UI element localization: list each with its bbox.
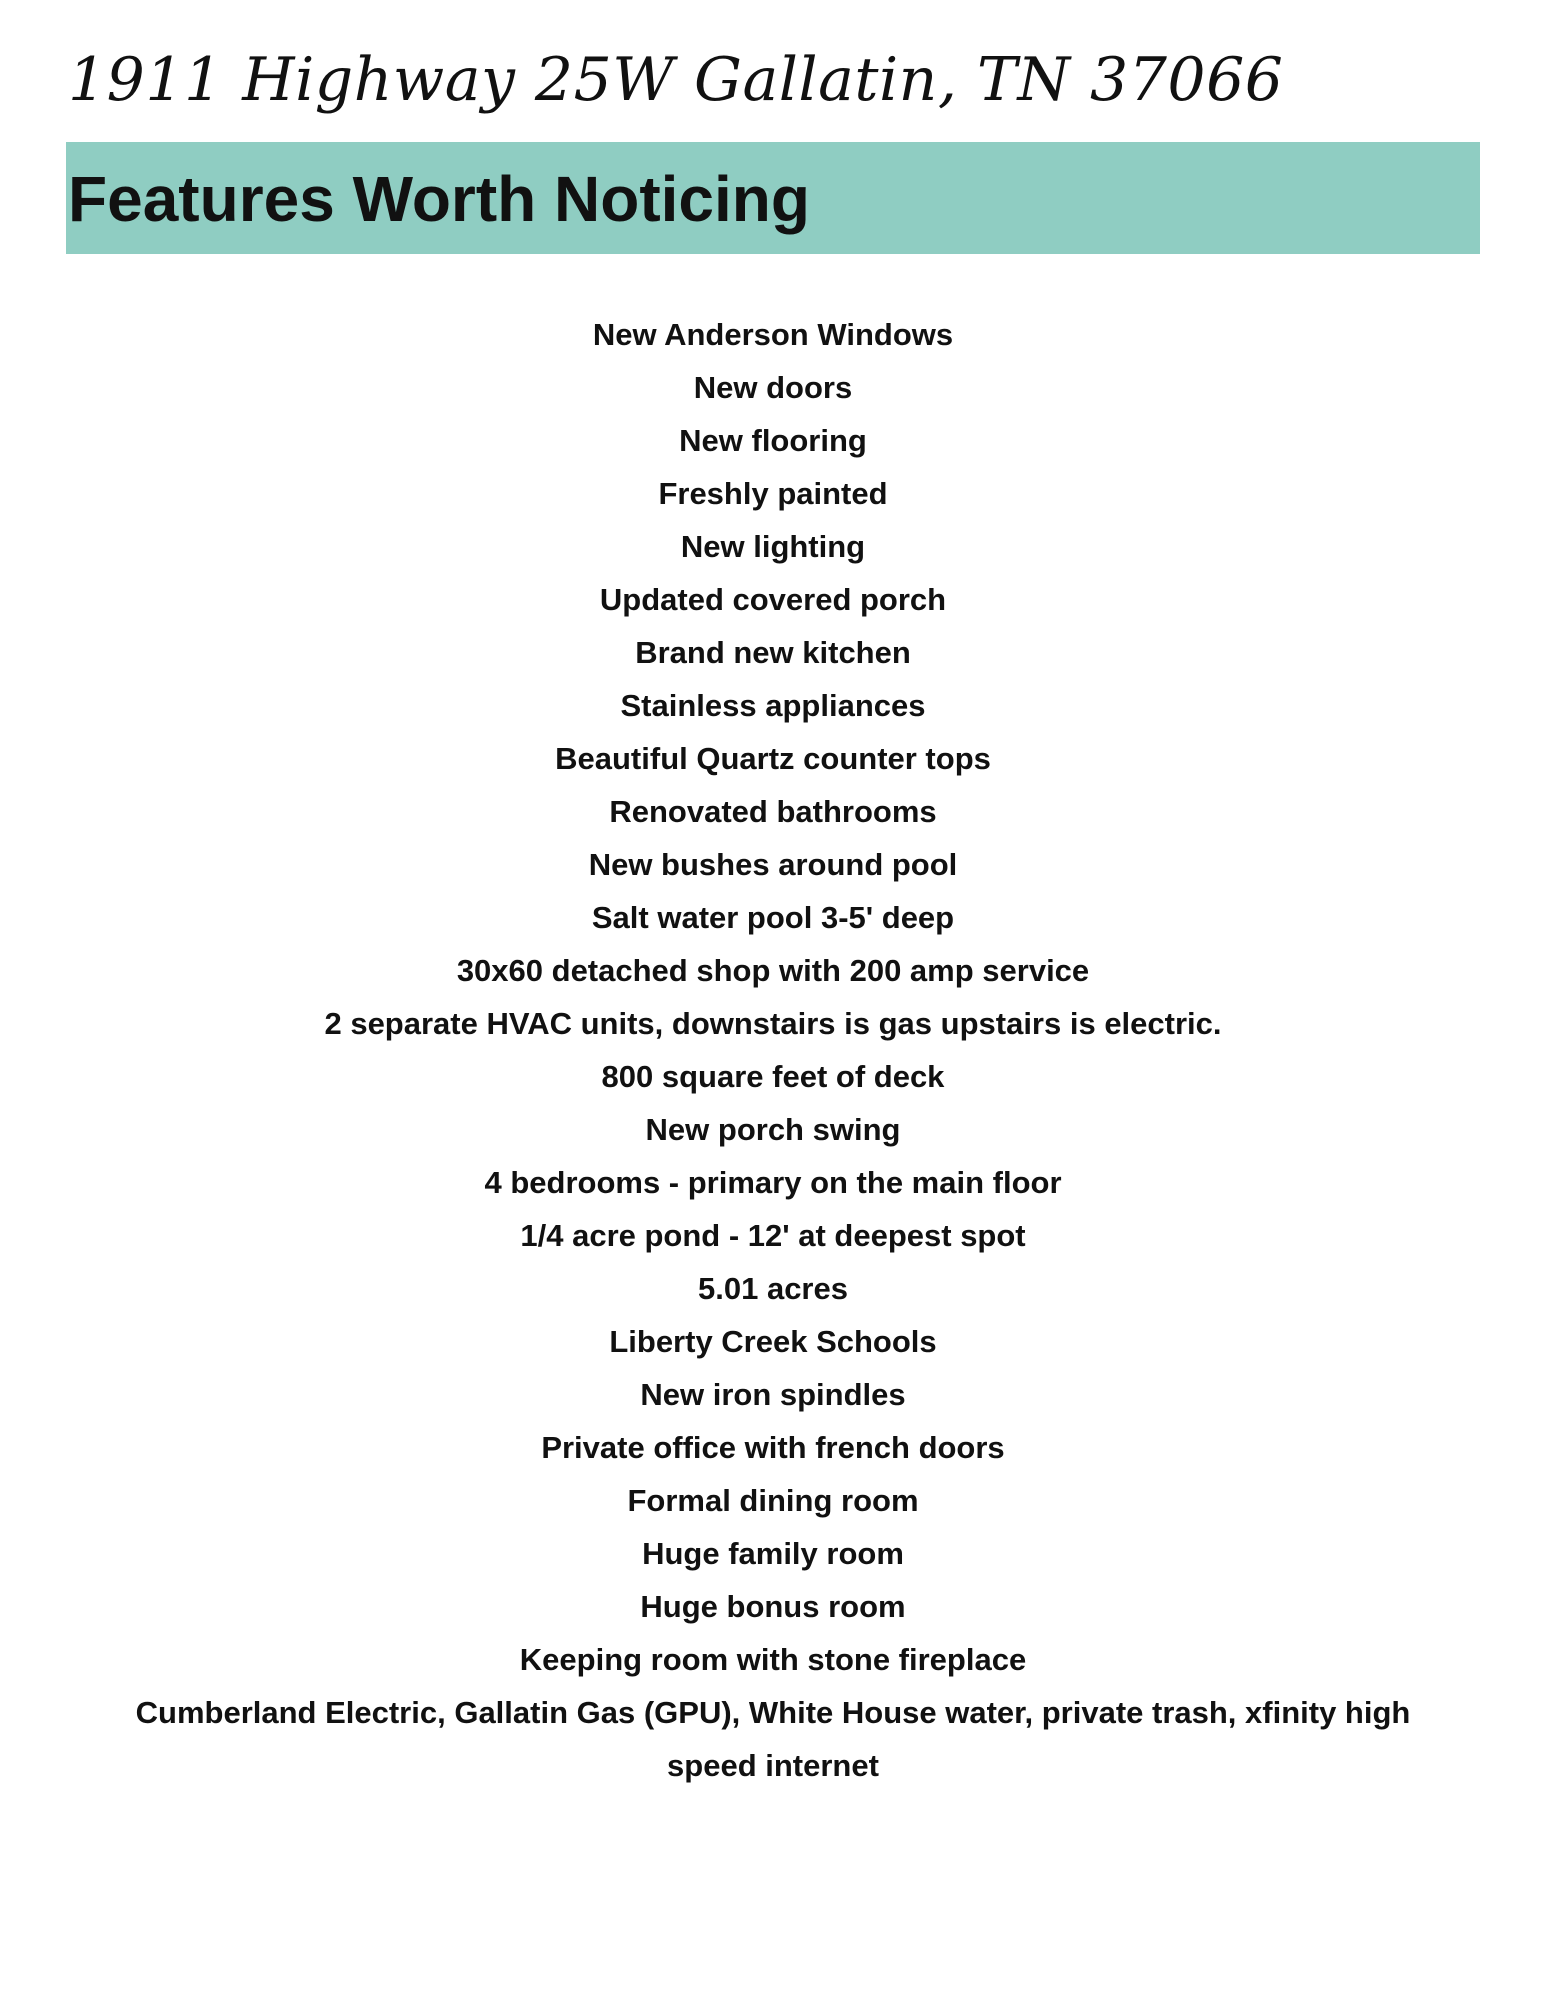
feature-item: 2 separate HVAC units, downstairs is gas upstairs is electric. [324, 1006, 1222, 1041]
feature-item: New porch swing [645, 1112, 901, 1147]
feature-item: Private office with french doors [541, 1430, 1005, 1465]
feature-item: New iron spindles [640, 1377, 906, 1412]
feature-item: Salt water pool 3-5' deep [591, 900, 955, 935]
feature-item: 30x60 detached shop with 200 amp service [456, 953, 1090, 988]
feature-item: Keeping room with stone fireplace [519, 1642, 1027, 1677]
feature-item: Freshly painted [658, 476, 888, 511]
feature-item: Renovated bathrooms [609, 794, 937, 829]
feature-item: New doors [693, 370, 853, 405]
feature-item: 1/4 acre pond - 12' at deepest spot [520, 1218, 1026, 1253]
feature-item: 4 bedrooms - primary on the main floor [484, 1165, 1062, 1200]
feature-item: Updated covered porch [599, 582, 947, 617]
feature-item: New Anderson Windows [592, 317, 954, 352]
feature-item: Huge bonus room [640, 1589, 906, 1624]
feature-item: 5.01 acres [698, 1271, 848, 1306]
feature-item: Cumberland Electric, Gallatin Gas (GPU), White House water, private trash, xfinity high speed internet [135, 1695, 1411, 1783]
feature-item: Beautiful Quartz counter tops [555, 741, 991, 776]
feature-item: Huge family room [642, 1536, 904, 1571]
feature-item: New bushes around pool [588, 847, 958, 882]
section-title: Features Worth Noticing [68, 163, 810, 235]
feature-item: Brand new kitchen [635, 635, 911, 670]
feature-item: 800 square feet of deck [601, 1059, 945, 1094]
feature-item: Liberty Creek Schools [609, 1324, 937, 1359]
feature-item: Formal dining room [627, 1483, 919, 1518]
property-address: 1911 Highway 25W Gallatin, TN 37066 [68, 45, 1284, 115]
feature-item: New lighting [680, 529, 866, 564]
feature-item: Stainless appliances [620, 688, 926, 723]
feature-item: New flooring [679, 423, 867, 458]
features-list [66, 308, 1480, 1792]
section-banner [66, 142, 1480, 254]
